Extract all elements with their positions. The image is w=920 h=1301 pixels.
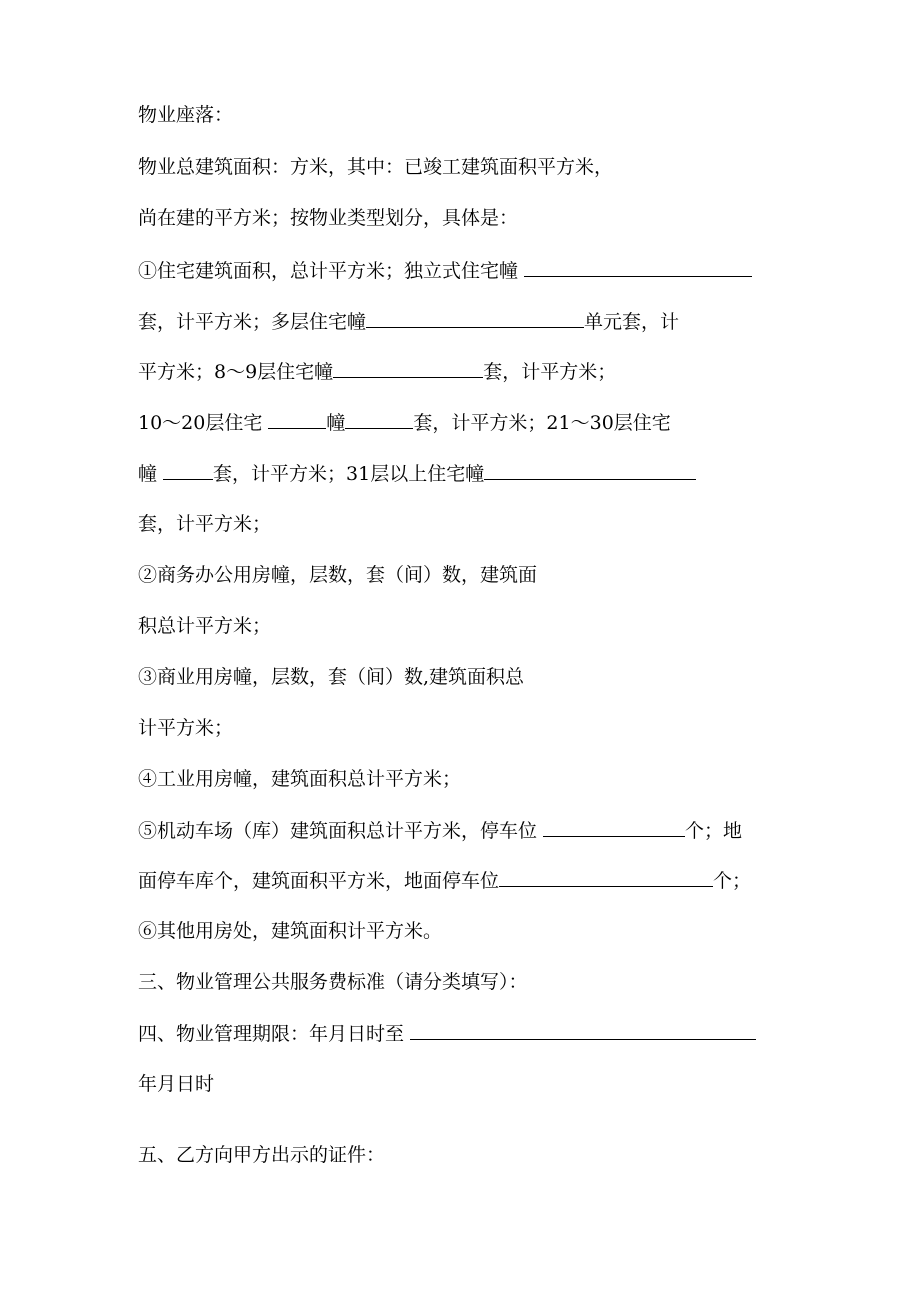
commercial-office-total-line: 积总计平方米； (138, 615, 272, 637)
parking-line: ⑤机动车场（库）建筑面积总计平方米，停车位 个；地 (138, 820, 743, 842)
other-buildings-line: ⑥其他用房处，建筑面积计平方米。 (138, 920, 443, 942)
fill-blank[interactable] (163, 461, 213, 480)
fill-blank[interactable] (543, 818, 685, 837)
fill-blank[interactable] (499, 868, 713, 887)
fill-blank[interactable] (268, 410, 326, 429)
commercial-total-line: 计平方米； (138, 717, 234, 739)
property-location-line: 物业座落： (138, 104, 234, 126)
industrial-line: ④工业用房幢，建筑面积总计平方米； (138, 768, 462, 790)
commercial-line: ③商业用房幢，层数，套（间）数,建筑面积总 (138, 666, 525, 688)
fill-blank[interactable] (345, 410, 413, 429)
fill-blank[interactable] (366, 309, 584, 328)
residential-area-line: ①住宅建筑面积，总计平方米；独立式住宅幢 (138, 258, 752, 283)
commercial-office-line: ②商务办公用房幢，层数，套（间）数，建筑面 (138, 564, 538, 586)
fill-blank[interactable] (484, 461, 696, 480)
section-five-heading: 五、乙方向甲方出示的证件： (138, 1144, 386, 1166)
fill-blank[interactable] (410, 1021, 756, 1040)
multi-storey-line: 套，计平方米；多层住宅幢 单元套，计 (138, 311, 680, 333)
fill-blank[interactable] (524, 258, 752, 277)
fill-blank[interactable] (333, 359, 483, 378)
residential-total-line: 套，计平方米； (138, 513, 272, 535)
under-construction-line: 尚在建的平方米；按物业类型划分，具体是： (138, 207, 519, 229)
section-four-heading: 四、物业管理期限：年月日时至 (138, 1021, 756, 1046)
section-three-heading: 三、物业管理公共服务费标准（请分类填写）： (138, 971, 528, 993)
term-end-line: 年月日时 (138, 1073, 215, 1095)
10-20-storey-line: 10～20层住宅 幢 套，计平方米；21～30层住宅 (138, 412, 671, 434)
ground-parking-line: 面停车库个，建筑面积平方米，地面停车位 个； (138, 870, 752, 892)
8-9-storey-line: 平方米；8～9层住宅幢 套，计平方米； (138, 361, 617, 383)
31-storey-line: 幢 套，计平方米；31层以上住宅幢 (138, 461, 696, 486)
total-area-line: 物业总建筑面积：方米，其中：已竣工建筑面积平方米， (138, 156, 614, 178)
